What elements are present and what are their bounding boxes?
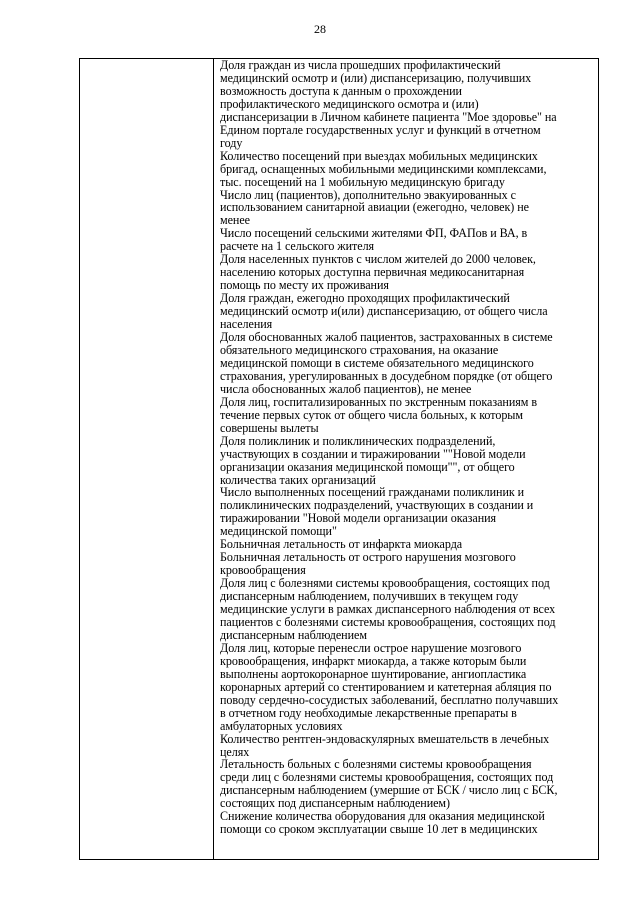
indicator-entry: Доля лиц, которые перенесли острое нарушение мозгового кровообращения, инфаркт миокарда, а также которым были выполнены аортокоронарное шунтирование, ангиопластика коронарных артерий со стентированием и катетерная абляция по поводу сердечно-сосудистых заболеваний, бесплатно получавших в отчетном году необходимые лекарственные препараты в амбулаторных условиях (220, 640, 559, 733)
indicator-entry: Летальность больных с болезнями системы кровообращения среди лиц с болезнями системы кровообращения, состоящих под диспансерным наблюдением (умершие от БСК / число лиц с БСК, состоящих под диспансерным наблюдением) (220, 757, 558, 811)
indicators-column (214, 59, 598, 859)
indicator-entry: Доля населенных пунктов с числом жителей до 2000 человек, населению которых доступна первичная медикосанитарная помощь по месту их проживания (220, 252, 536, 293)
indicator-entry: Число посещений сельскими жителями ФП, ФАПов и ВА, в расчете на 1 сельского жителя (220, 226, 528, 254)
indicator-entry: Снижение количества оборудования для оказания медицинской помощи со сроком эксплуатации свыше 10 лет в медицинских (220, 809, 545, 837)
indicator-entry: Доля обоснованных жалоб пациентов, застрахованных в системе обязательного медицинского страхования, на оказание медицинской помощи в системе обязательного медицинского страхования, урегулированных в досудебном порядке (от общего числа обоснованных жалоб пациентов), не менее (220, 330, 553, 396)
indicator-entry: Доля граждан из числа прошедших профилактический медицинский осмотр и (или) диспансеризацию, получивших возможность доступа к данным о прохождении профилактического медицинского осмотра и (или) диспансеризации в Личном кабинете пациента "Мое здоровье" на Едином портале государственных услуг и функций в отчетном году (220, 58, 557, 150)
indicator-entry: Число выполненных посещений гражданами поликлиник и поликлинических подразделений, участвующих в создании и тиражировании "Новой модели организации оказания медицинской помощи" (220, 485, 534, 539)
left-column-cell (80, 59, 214, 859)
indicator-entry: Доля поликлиник и поликлинических подразделений, участвующих в создании и тиражировании ""Новой модели организации оказания медицинской помощи"", от общего количества таких организаций (220, 433, 526, 487)
indicator-entry: Больничная летальность от инфаркта миокарда (220, 537, 463, 552)
page-number: 28 (314, 22, 326, 36)
indicator-entry: Доля лиц, госпитализированных по экстренным показаниям в течение первых суток от общего числа больных, к которым совершены вылеты (220, 394, 538, 435)
indicators-table (79, 58, 599, 860)
indicator-entry: Доля лиц с болезнями системы кровообращения, состоящих под диспансерным наблюдением, получивших в текущем году медицинские услуги в рамках диспансерного наблюдения от всех пациентов с болезнями системы кровообращения, состоящих под диспансерным наблюдением (220, 576, 556, 642)
indicator-entry: Количество посещений при выездах мобильных медицинских бригад, оснащенных мобильными медицинскими комплексами, тыс. посещений на 1 мобильную медицинскую бригаду (220, 148, 547, 189)
indicator-entry: Доля граждан, ежегодно проходящих профилактический медицинский осмотр и(или) диспансеризацию, от общего числа населения (220, 291, 548, 332)
indicator-entry: Количество рентген-эндоваскулярных вмешательств в лечебных целях (220, 731, 550, 759)
indicator-entry: Больничная летальность от острого нарушения мозгового кровообращения (220, 550, 516, 578)
indicator-entry: Число лиц (пациентов), дополнительно эвакуированных с использованием санитарной авиации (ежегодно, человек) не менее (220, 187, 529, 228)
